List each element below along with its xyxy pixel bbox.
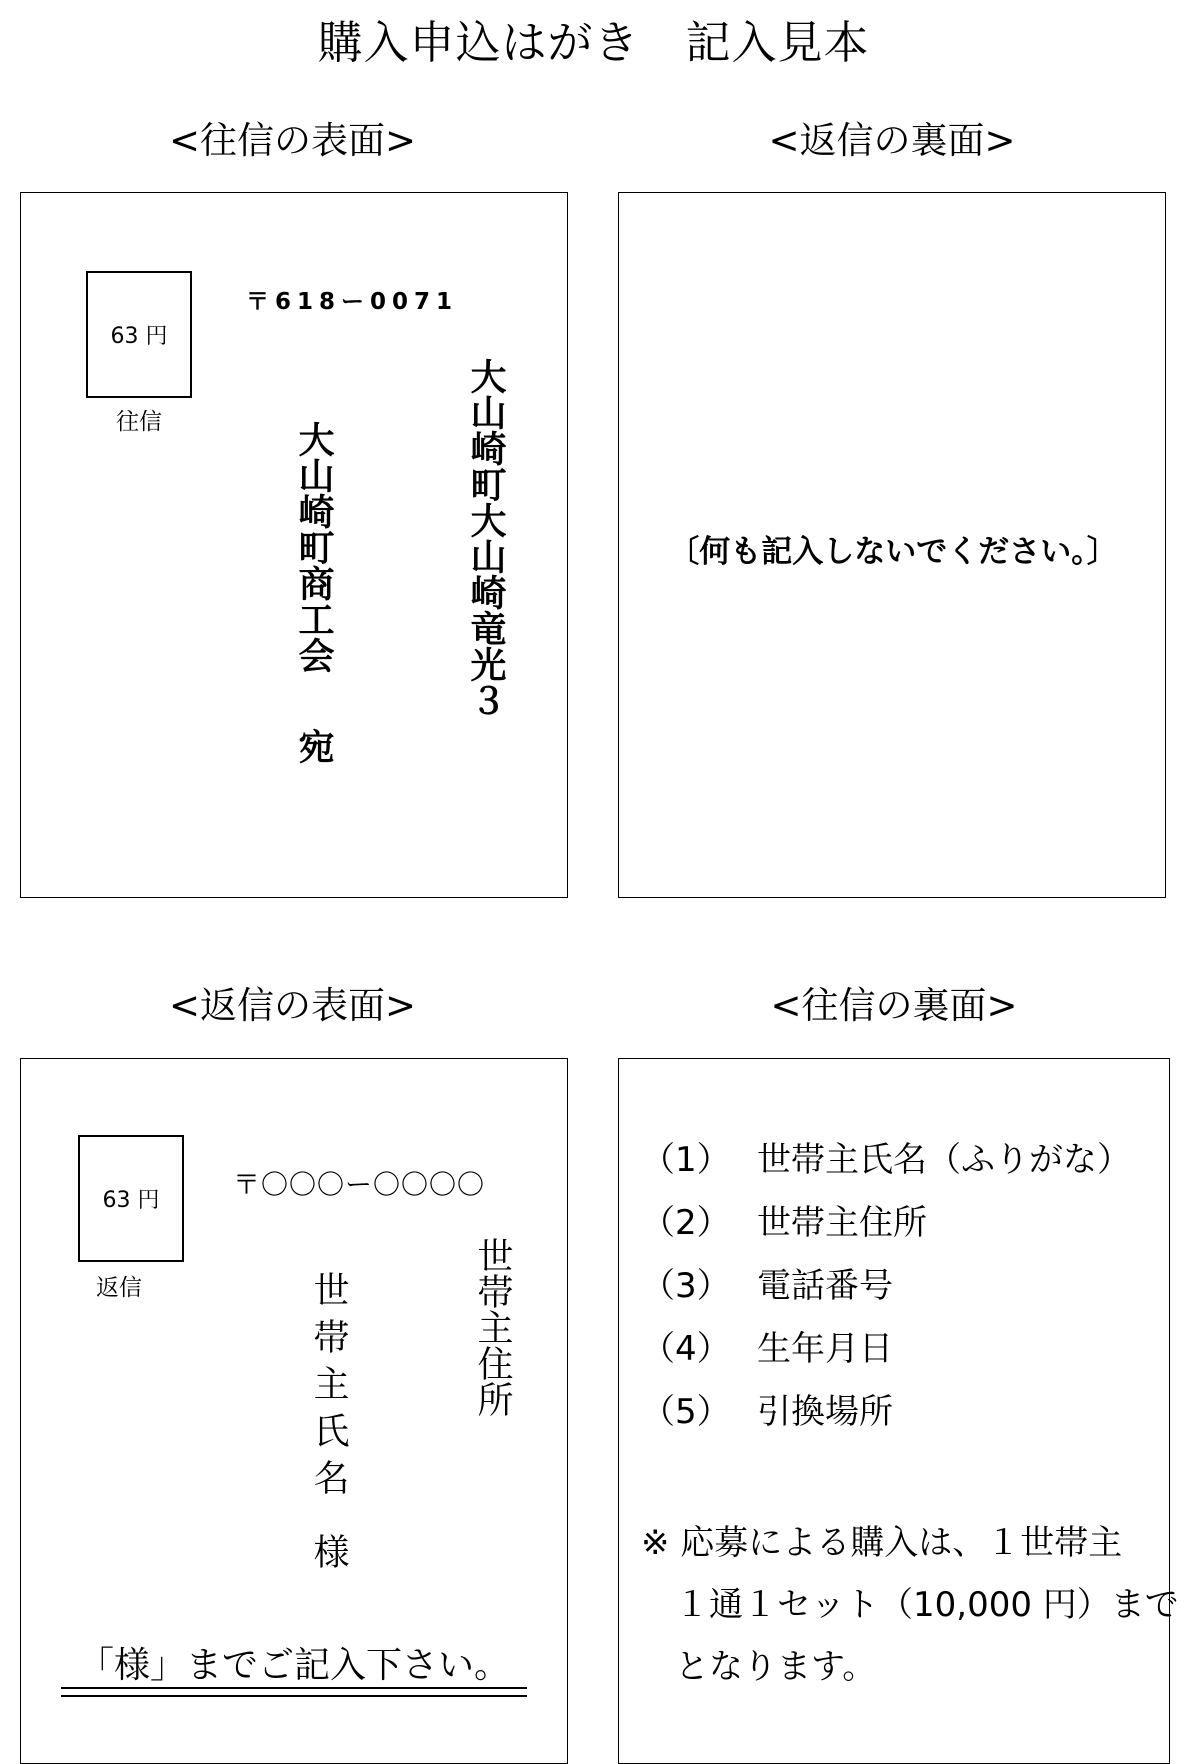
recipient-name: 世帯主氏名 (308, 1271, 349, 1506)
purchase-note-line-2: １通１セット（10,000 円）まで (675, 1585, 1179, 1625)
stamp-value: 63 円 (102, 1188, 160, 1213)
no-writing-instruction: 〔何も記入しないでください。〕 (668, 534, 1118, 570)
reply-back-title: <返信の裏面> (768, 119, 1016, 162)
item-number: （5） (641, 1392, 731, 1432)
stamp-value: 63 円 (110, 324, 168, 349)
address: 世帯主住所 (472, 1237, 513, 1417)
outgoing-front-card (20, 192, 568, 898)
page-title: 購入申込はがき 記入見本 (317, 16, 870, 69)
item-label: 電話番号 (757, 1266, 893, 1306)
item-number: （4） (641, 1329, 731, 1369)
honorific: 宛 (293, 728, 334, 764)
stamp-box (86, 271, 192, 398)
list-item (641, 1384, 893, 1433)
purchase-note-line-3: となります。 (675, 1647, 877, 1687)
item-label: 世帯主住所 (757, 1203, 927, 1243)
outgoing-front-title: <往信の表面> (168, 119, 416, 162)
item-label: 生年月日 (757, 1329, 893, 1369)
footer-note: 「様」までご記入下さい。 (77, 1645, 510, 1686)
item-label: 引換場所 (757, 1392, 893, 1432)
list-item (641, 1195, 927, 1244)
list-item (641, 1321, 893, 1370)
item-label: 世帯主氏名（ふりがな） (757, 1140, 1131, 1180)
reply-front-title: <返信の表面> (168, 984, 416, 1027)
list-item (641, 1132, 1131, 1181)
recipient-name: 大山崎町商工会 (293, 421, 334, 673)
list-item (641, 1258, 893, 1307)
honorific: 様 (308, 1533, 349, 1569)
stamp-label: 往信 (116, 409, 162, 435)
item-number: （2） (641, 1203, 731, 1243)
postal-code: 〒618ー0071 (246, 289, 459, 315)
double-underline (61, 1687, 527, 1697)
stamp-box (78, 1135, 184, 1262)
outgoing-back-title: <往信の裏面> (770, 984, 1018, 1027)
stamp-label: 返信 (96, 1275, 142, 1301)
item-number: （3） (641, 1266, 731, 1306)
item-number: （1） (641, 1140, 731, 1180)
outgoing-back-card (618, 1058, 1179, 1764)
purchase-note-line-1: ※ 応募による購入は、１世帯主 (641, 1523, 1123, 1563)
postal-code: 〒〇〇〇ー〇〇〇〇 (233, 1170, 485, 1201)
reply-back-card (618, 192, 1166, 898)
address: 大山崎町大山崎竜光３ (465, 358, 506, 718)
reply-front-card (20, 1058, 568, 1764)
